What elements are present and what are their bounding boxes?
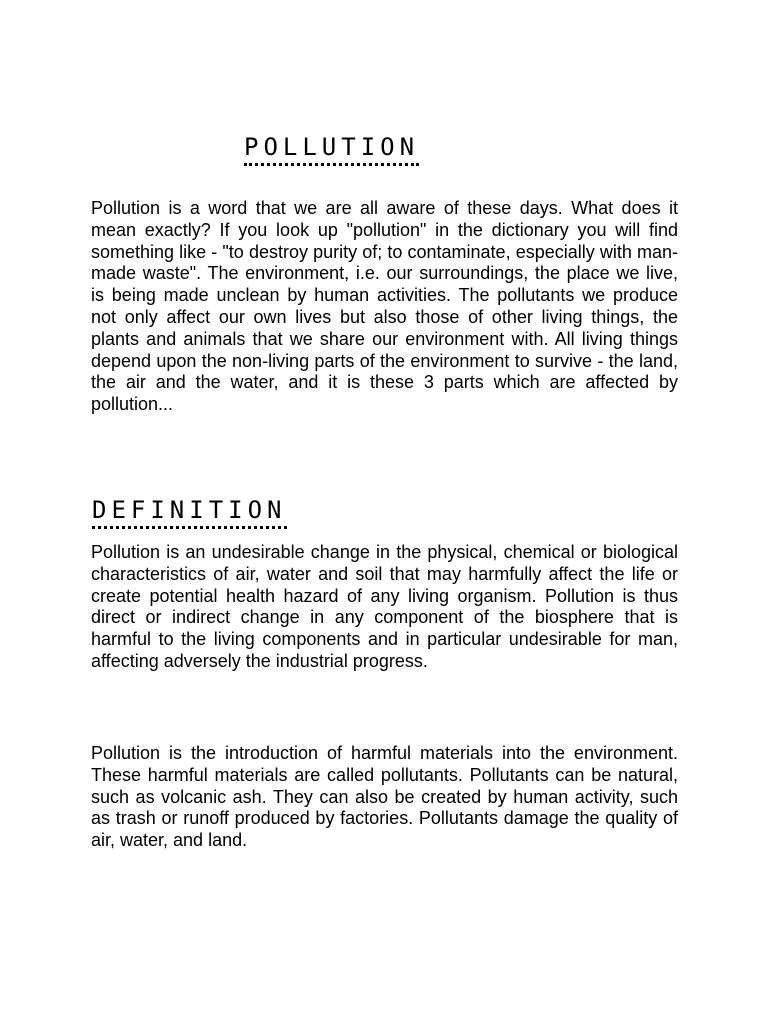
definition-paragraph: Pollution is the introduction of harmful materials into the environment. These harmful materials are called pollutants. Pollutants can be natural, such as volcanic ash. They can also be created by human activity, such as trash or runoff produced by factories. Pollutants damage the quality of air, water, and land.: [91, 743, 678, 851]
definition-paragraph: Pollution is an undesirable change in the physical, chemical or biological characteristics of air, water and soil that may harmfully affect the life or create potential health hazard of any living organism. Pollution is thus direct or indirect change in any component of the biosphere that is harmful to the living components and in particular undesirable for man, affecting adversely the industrial progress.: [91, 542, 678, 671]
intro-paragraph: Pollution is a word that we are all aware of these days. What does it mean exactly? If you look up "pollution" in the dictionary you will find something like - "to destroy purity of; to contaminate, especially with man-made waste". The environment, i.e. our surroundings, the place we live, is being made unclean by human activities. The pollutants we produce not only affect our own lives but also those of other living things, the plants and animals that we share our environment with. All living things depend upon the non-living parts of the environment to survive - the land, the air and the water, and it is these 3 parts which are affected by pollution...: [91, 198, 678, 415]
title-heading: POLLUTION: [244, 134, 419, 166]
definition-heading: DEFINITION: [92, 497, 287, 529]
